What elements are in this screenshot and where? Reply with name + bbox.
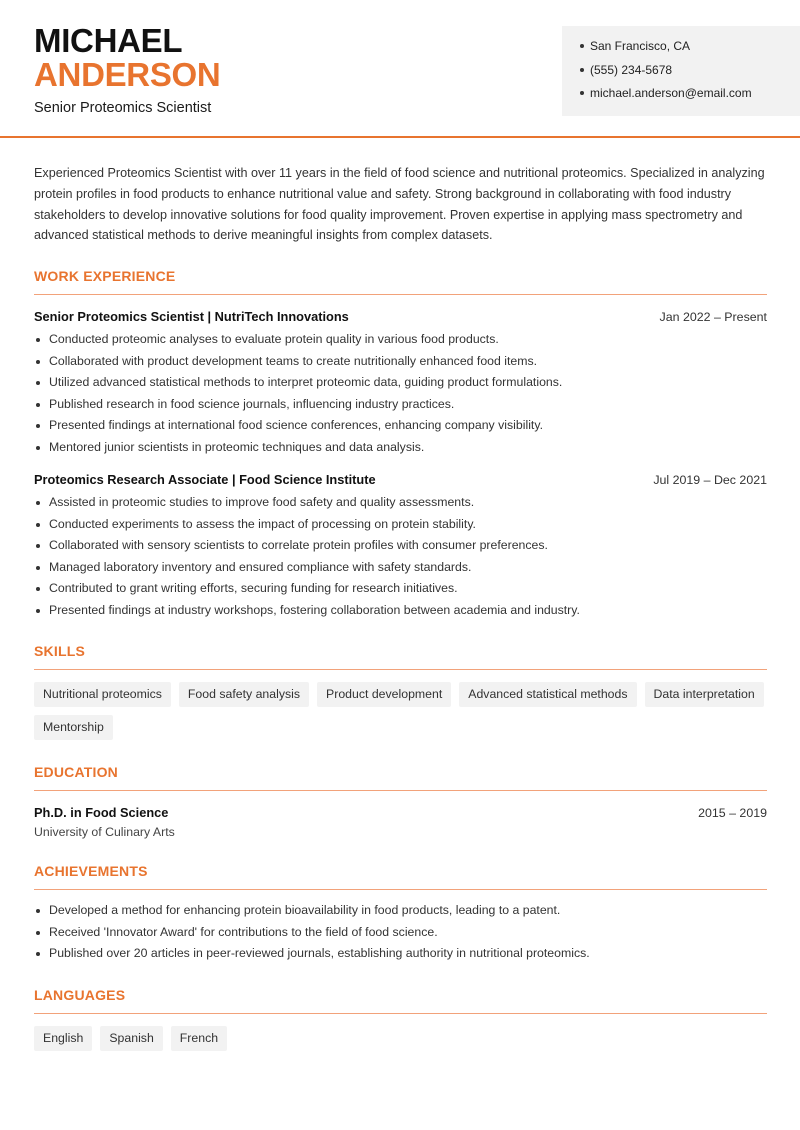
job-title: Senior Proteomics Scientist: [34, 100, 212, 116]
job-date: Jan 2022 – Present: [659, 310, 767, 325]
list-item: Published research in food science journals, influencing industry practices.: [34, 394, 767, 416]
bullet-icon: [580, 44, 584, 48]
education-entry: [34, 805, 767, 839]
list-item: Collaborated with sensory scientists to correlate protein profiles with consumer preferences.: [34, 535, 767, 557]
job-title-company: Proteomics Research Associate | Food Science Institute: [34, 472, 376, 488]
education-date: 2015 – 2019: [698, 806, 767, 821]
contact-phone: (555) 234-5678: [580, 61, 800, 85]
job-bullets: [34, 329, 767, 458]
list-item: Assisted in proteomic studies to improve food safety and quality assessments.: [34, 492, 767, 514]
section-title: WORK EXPERIENCE: [34, 268, 767, 295]
list-item: Contributed to grant writing efforts, securing funding for research initiatives.: [34, 578, 767, 600]
list-item: Presented findings at international food science conferences, enhancing company visibility.: [34, 415, 767, 437]
bullet-icon: [36, 360, 40, 364]
skill-tag: Food safety analysis: [179, 682, 309, 707]
section-title: EDUCATION: [34, 764, 767, 791]
section-title: LANGUAGES: [34, 987, 767, 1014]
summary: Experienced Proteomics Scientist with over 11 years in the field of food science and nutritional proteomics. Specialized in analyzing protein profiles in food products to enhance nutritional value and safety. Strong background in collaborating with food industry stakeholders to develop innovative solutions for food quality improvement. Proven expertise in applying mass spectrometry and advanced statistical methods to derive meaningful insights from complex datasets.: [34, 166, 765, 243]
bullet-icon: [580, 91, 584, 95]
list-item: Utilized advanced statistical methods to interpret proteomic data, guiding product formulations.: [34, 372, 767, 394]
section-title: ACHIEVEMENTS: [34, 863, 767, 890]
language-tag: English: [34, 1026, 92, 1051]
skill-tag: Nutritional proteomics: [34, 682, 171, 707]
bullet-icon: [36, 523, 40, 527]
resume-body: [34, 163, 767, 1051]
bullet-icon: [36, 587, 40, 591]
list-item: Collaborated with product development teams to create nutritionally enhanced food items.: [34, 351, 767, 373]
bullet-icon: [36, 338, 40, 342]
list-item: Conducted experiments to assess the impact of processing on protein stability.: [34, 514, 767, 536]
languages-section: [34, 987, 767, 1051]
skills-section: [34, 643, 767, 740]
bullet-icon: [36, 544, 40, 548]
bullet-icon: [36, 609, 40, 613]
candidate-name: [34, 24, 220, 92]
bullet-icon: [36, 566, 40, 570]
bullet-icon: [36, 909, 40, 913]
achievements-section: [34, 863, 767, 965]
list-item: Developed a method for enhancing protein bioavailability in food products, leading to a patent.: [34, 900, 767, 922]
skill-tag: Mentorship: [34, 715, 113, 740]
job-entry: [34, 472, 767, 621]
contact-box: [562, 26, 800, 116]
list-item: Managed laboratory inventory and ensured compliance with safety standards.: [34, 557, 767, 579]
contact-email: michael.anderson@email.com: [580, 84, 800, 108]
last-name: ANDERSON: [34, 56, 221, 93]
contact-location: San Francisco, CA: [580, 37, 800, 61]
bullet-icon: [36, 931, 40, 935]
skill-tag: Product development: [317, 682, 451, 707]
list-item: Conducted proteomic analyses to evaluate protein quality in various food products.: [34, 329, 767, 351]
bullet-icon: [36, 381, 40, 385]
skill-tag: Advanced statistical methods: [459, 682, 636, 707]
language-tags: [34, 1026, 767, 1051]
section-title: SKILLS: [34, 643, 767, 670]
language-tag: French: [171, 1026, 227, 1051]
work-experience-section: [34, 268, 767, 621]
bullet-icon: [36, 403, 40, 407]
first-name: MICHAEL: [34, 22, 183, 59]
bullet-icon: [36, 952, 40, 956]
job-entry: [34, 309, 767, 458]
bullet-icon: [36, 424, 40, 428]
resume-header: [0, 0, 800, 138]
list-item: Mentored junior scientists in proteomic techniques and data analysis.: [34, 437, 767, 459]
education-section: [34, 764, 767, 839]
school: University of Culinary Arts: [34, 825, 175, 840]
bullet-icon: [36, 501, 40, 505]
bullet-icon: [580, 68, 584, 72]
degree: Ph.D. in Food Science: [34, 805, 169, 821]
bullet-icon: [36, 446, 40, 450]
job-date: Jul 2019 – Dec 2021: [653, 473, 767, 488]
language-tag: Spanish: [100, 1026, 162, 1051]
achievement-list: [34, 900, 767, 965]
skill-tag: Data interpretation: [645, 682, 764, 707]
job-title-company: Senior Proteomics Scientist | NutriTech Innovations: [34, 309, 349, 325]
list-item: Received 'Innovator Award' for contributions to the field of food science.: [34, 922, 767, 944]
job-bullets: [34, 492, 767, 621]
list-item: Presented findings at industry workshops, fostering collaboration between academia and industry.: [34, 600, 767, 622]
list-item: Published over 20 articles in peer-reviewed journals, establishing authority in nutritional proteomics.: [34, 943, 767, 965]
skill-tags: [34, 682, 767, 740]
